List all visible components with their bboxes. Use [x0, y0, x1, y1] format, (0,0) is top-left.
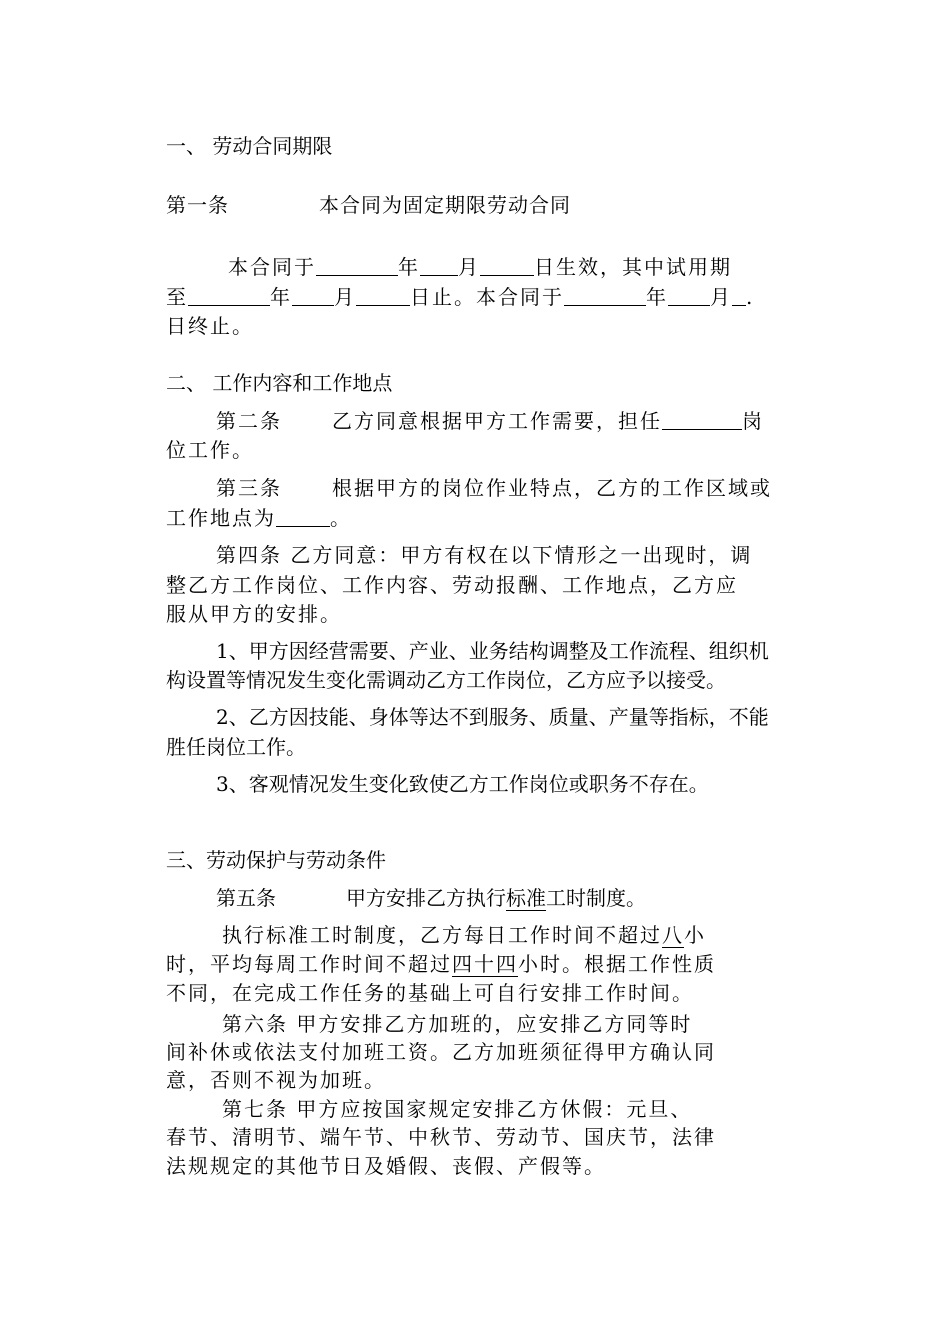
item2-line-1: 2、乙方因技能、身体等达不到服务、质量、产量等指标，不能	[216, 705, 769, 729]
article3-label: 第三条	[216, 476, 282, 500]
article2-text: 岗	[742, 409, 764, 433]
hours-text: 时，平均每周工作时间不超过	[166, 952, 452, 976]
article4-line-1: 第四条 乙方同意：甲方有权在以下情形之一出现时，调	[216, 543, 753, 567]
blank-position[interactable]	[662, 409, 742, 430]
term-text: .	[746, 285, 755, 309]
article2-line-1	[216, 408, 764, 434]
article3-text: 。	[330, 506, 352, 530]
article5-text: 甲方安排乙方执行	[346, 886, 506, 910]
item1-line-1: 1、甲方因经营需要、产业、业务结构调整及工作流程、组织机	[216, 639, 769, 663]
article4-line-2: 整乙方工作岗位、工作内容、劳动报酬、工作地点，乙方应	[166, 573, 738, 597]
article6-line-3: 意，否则不视为加班。	[166, 1068, 386, 1092]
article6-line-1: 第六条 甲方安排乙方加班的，应安排乙方同等时	[222, 1012, 693, 1036]
article7-line-2: 春节、清明节、端午节、中秋节、劳动节、国庆节，法律	[166, 1125, 716, 1149]
article3-text: 工作地点为	[166, 506, 276, 530]
article3-line-2	[166, 505, 352, 531]
hours-line-3: 不同，在完成工作任务的基础上可自行安排工作时间。	[166, 981, 694, 1005]
article2-line-2: 位工作。	[166, 438, 254, 462]
section3-heading: 三、劳动保护与劳动条件	[166, 848, 386, 872]
article3-text: 根据甲方的岗位作业特点，乙方的工作区域或	[332, 476, 772, 500]
hours-line-1	[222, 922, 706, 948]
blank-day[interactable]	[480, 255, 534, 276]
article5	[216, 885, 646, 911]
section2-heading: 二、 工作内容和工作地点	[166, 371, 393, 395]
blank-month[interactable]	[668, 285, 710, 306]
item3-line-1: 3、客观情况发生变化致使乙方工作岗位或职务不存在。	[216, 772, 709, 796]
article1-text: 本合同为固定期限劳动合同	[319, 193, 571, 217]
section1-heading: 一、 劳动合同期限	[166, 134, 333, 158]
filled-weekly-hours: 四十四	[452, 952, 518, 976]
term-text: 日生效，其中试用期	[534, 255, 732, 279]
hours-text: 执行标准工时制度，乙方每日工作时间不超过	[222, 923, 662, 947]
term-text: 月	[334, 285, 356, 309]
article7-line-3: 法规规定的其他节日及婚假、丧假、产假等。	[166, 1154, 606, 1178]
blank-year[interactable]	[564, 285, 646, 306]
blank-year[interactable]	[188, 285, 270, 306]
term-text: 本合同于	[228, 255, 316, 279]
term-text: 至	[166, 285, 188, 309]
article2-text: 乙方同意根据甲方工作需要，担任	[332, 409, 662, 433]
item1-line-2: 构设置等情况发生变化需调动乙方工作岗位，乙方应予以接受。	[166, 668, 726, 692]
blank-day[interactable]	[732, 285, 746, 306]
term-line-1	[228, 254, 732, 280]
filled-work-hour-system: 标准	[506, 886, 546, 910]
article3-line-1	[216, 475, 772, 501]
article5-text: 工时制度。	[546, 886, 646, 910]
blank-month[interactable]	[420, 255, 458, 276]
term-line-3: 日终止。	[166, 314, 254, 338]
item2-line-2: 胜任岗位工作。	[166, 735, 306, 759]
term-line-2	[166, 284, 754, 310]
hours-line-2	[166, 951, 716, 977]
blank-day[interactable]	[356, 285, 410, 306]
term-text: 年	[398, 255, 420, 279]
article7-line-1: 第七条 甲方应按国家规定安排乙方休假：元旦、	[222, 1097, 693, 1121]
hours-text: 小	[684, 923, 706, 947]
filled-daily-hours: 八	[662, 923, 684, 947]
article1-label: 第一条	[166, 193, 229, 217]
term-text: 年	[270, 285, 292, 309]
article6-line-2: 间补休或依法支付加班工资。乙方加班须征得甲方确认同	[166, 1040, 716, 1064]
article2-label: 第二条	[216, 409, 282, 433]
blank-work-location[interactable]	[276, 506, 330, 527]
blank-month[interactable]	[292, 285, 334, 306]
article5-label: 第五条	[216, 886, 276, 910]
term-text: 日止。本合同于	[410, 285, 564, 309]
term-text: 月	[458, 255, 480, 279]
hours-text: 小时。根据工作性质	[518, 952, 716, 976]
term-text: 月	[710, 285, 732, 309]
article1	[166, 192, 571, 218]
blank-year[interactable]	[316, 255, 398, 276]
article4-line-3: 服从甲方的安排。	[166, 602, 342, 626]
term-text: 年	[646, 285, 668, 309]
